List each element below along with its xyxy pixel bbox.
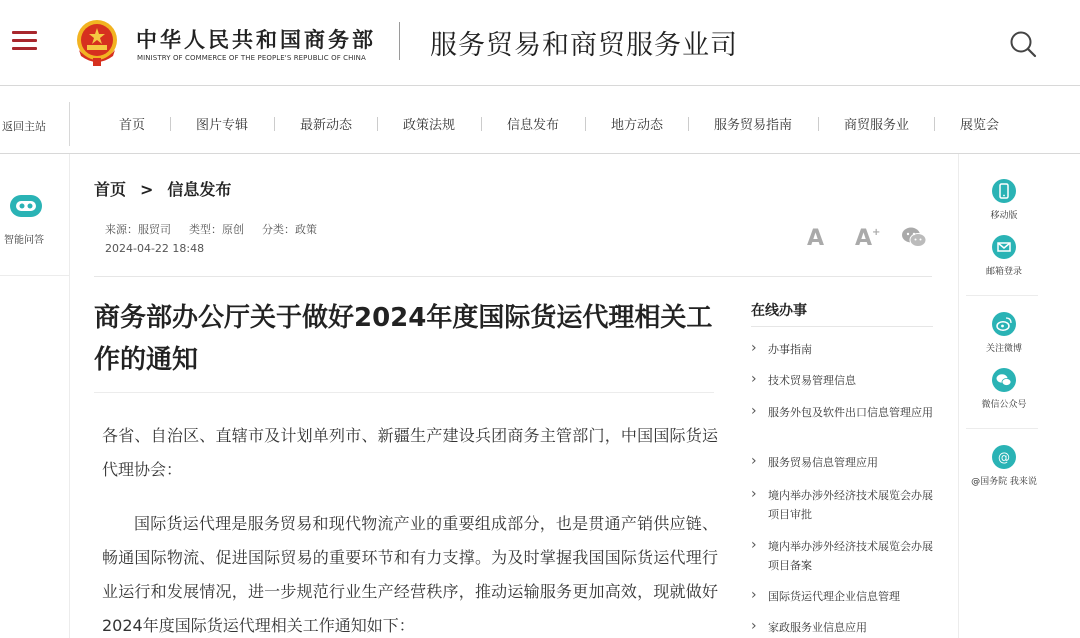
service-item-freight[interactable]: › 国际货运代理企业信息管理	[751, 587, 933, 606]
service-item-guide[interactable]: › 办事指南	[751, 340, 933, 359]
breadcrumb-separator: >	[140, 180, 154, 199]
main-nav	[0, 102, 1080, 146]
site-header	[0, 0, 1080, 86]
article-meta	[105, 221, 335, 237]
article-paragraph: 国际货运代理是服务贸易和现代物流产业的重要组成部分，也是贯通产销供应链、畅通国际物流、促进国际贸易的重要环节和有力支撑。为及时掌握我国国际货运代理行业运行和发展情况，进一步规范行业生产经营秩序，推动运输服务更加高效，现就做好2024年度国际货运代理相关工作通知如下：	[102, 514, 718, 635]
weibo-button[interactable]	[966, 311, 1042, 354]
nav-item-exhibitions[interactable]: 展览会	[960, 118, 1000, 133]
nav-item-commerce-services[interactable]: 商贸服务业	[844, 118, 910, 133]
wechat-icon	[991, 367, 1017, 393]
nav-item-trade-guide[interactable]: 服务贸易指南	[714, 118, 793, 133]
nav-separator	[585, 117, 586, 131]
nav-item-info-release[interactable]: 信息发布	[507, 118, 560, 133]
weibo-label: 关注微博	[985, 344, 1022, 354]
dept-name[interactable]: 服务贸易和商贸服务业司	[430, 30, 738, 61]
font-increase-label: A	[855, 226, 873, 251]
nav-separator	[274, 117, 275, 131]
toutiao-icon	[991, 444, 1017, 470]
online-services-title: 在线办事	[751, 303, 807, 319]
nav-item-policies[interactable]: 政策法规	[403, 118, 456, 133]
nav-item-latest-news[interactable]: 最新动态	[300, 118, 353, 133]
wechat-icon[interactable]	[901, 226, 927, 248]
left-rail-divider	[0, 275, 69, 276]
nav-item-photo-album[interactable]: 图片专辑	[196, 118, 249, 133]
right-rail-border	[958, 154, 959, 638]
nav-separator	[170, 117, 171, 131]
meta-divider	[94, 276, 932, 277]
nav-bottom-border	[0, 153, 1080, 154]
mobile-version-button[interactable]	[966, 178, 1042, 221]
nav-separator	[481, 117, 482, 131]
meta-category: 分类：政策	[262, 223, 317, 236]
online-services-divider	[751, 326, 933, 327]
breadcrumb-home[interactable]: 首页	[94, 180, 127, 199]
nav-separator	[818, 117, 819, 131]
title-divider	[94, 392, 714, 393]
org-name-cn[interactable]: 中华人民共和国商务部	[136, 28, 376, 52]
right-rail-divider	[966, 295, 1038, 296]
breadcrumb	[94, 177, 231, 200]
mail-label: 邮箱登录	[985, 267, 1022, 277]
nav-item-local-news[interactable]: 地方动态	[611, 118, 664, 133]
mail-login-button[interactable]	[966, 234, 1042, 277]
org-name-en: MINISTRY OF COMMERCE OF THE PEOPLE'S REPUBLIC OF CHINA	[137, 54, 366, 62]
service-item-trade-info[interactable]: › 服务贸易信息管理应用	[751, 453, 933, 472]
service-item-outsourcing[interactable]: › 服务外包及软件出口信息管理应用	[751, 403, 933, 422]
article-paragraph: 各省、自治区、直辖市及计划单列市、新疆生产建设兵团商务主管部门，中国国际货运代理协会：	[102, 426, 718, 479]
smart-qa-label[interactable]: 智能问答	[4, 235, 44, 246]
wechat-label: 微信公众号	[981, 400, 1027, 410]
mobile-label: 移动版	[990, 211, 1018, 221]
wechat-account-button[interactable]	[966, 367, 1042, 410]
nav-separator	[377, 117, 378, 131]
font-decrease-button[interactable]: A	[807, 226, 825, 251]
toutiao-label: @国务院 我来说	[971, 477, 1037, 487]
service-item-expo-filing[interactable]: › 境内举办涉外经济技术展览会办展项目备案	[751, 537, 933, 575]
font-increase-sup: +	[872, 226, 881, 238]
hamburger-menu-icon[interactable]	[12, 31, 37, 51]
weibo-icon	[991, 311, 1017, 337]
meta-date: 2024-04-22 18:48	[105, 242, 205, 255]
nav-separator	[688, 117, 689, 131]
right-rail-divider	[966, 428, 1038, 429]
left-rail-border	[69, 154, 70, 638]
breadcrumb-current[interactable]: 信息发布	[167, 180, 232, 199]
service-item-expo-approval[interactable]: › 境内举办涉外经济技术展览会办展项目审批	[751, 486, 933, 524]
nav-separator	[934, 117, 935, 131]
toutiao-button[interactable]	[966, 444, 1042, 487]
back-to-main-link[interactable]: 返回主站	[2, 120, 46, 133]
service-item-housekeeping[interactable]: › 家政服务业信息应用	[751, 618, 933, 637]
header-divider	[399, 22, 400, 60]
robot-icon[interactable]	[9, 193, 43, 219]
meta-source: 来源：服贸司	[105, 223, 171, 236]
mail-icon	[991, 234, 1017, 260]
mobile-icon	[991, 178, 1017, 204]
search-icon[interactable]	[1009, 30, 1037, 58]
font-increase-button[interactable]	[855, 226, 880, 251]
nav-item-home[interactable]: 首页	[119, 118, 146, 133]
service-item-tech-trade[interactable]: › 技术贸易管理信息	[751, 371, 933, 390]
nav-left-divider	[69, 102, 70, 146]
national-emblem-icon[interactable]	[73, 18, 121, 68]
svg-text:@: @	[998, 450, 1010, 465]
meta-type: 类型：原创	[189, 223, 244, 236]
article-title: 商务部办公厅关于做好2024年度国际货运代理相关工作的通知	[94, 303, 713, 375]
